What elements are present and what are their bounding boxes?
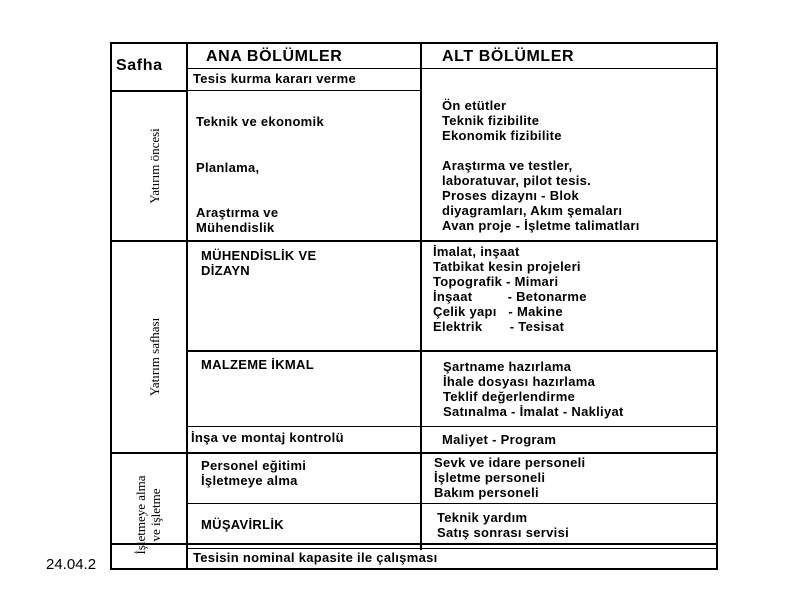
row-divider-musavirlik: [110, 543, 718, 545]
alt-malzeme-ikmal: Şartname hazırlama İhale dosyası hazırlama Teklif değerlendirme Satınalma - İmalat - Nakliyat: [443, 359, 624, 419]
alt-teknik-ekonomik: Ön etütler Teknik fizibilite Ekonomik fizibilite: [442, 98, 562, 143]
phase-isletmeye-alma: İşletmeye alma ve işletme: [133, 475, 163, 555]
ana-planlama: Planlama,: [196, 160, 260, 175]
alt-insa-montaj: Maliyet - Program: [442, 432, 557, 447]
row-divider-safha-header: [110, 90, 188, 92]
ana-arastirma-muhendislik: Araştırma ve Mühendislik: [196, 205, 279, 235]
row-divider-malzeme: [186, 426, 718, 427]
alt-muhendislik-dizayn: İmalat, inşaat Tatbikat kesin projeleri Topografik - Mimari İnşaat - Betonarme Çelik yapı - Makine Elektrik - Tesisat: [433, 244, 587, 334]
ana-musavirlik: MÜŞAVİRLİK: [201, 517, 284, 532]
ana-nominal-kapasite: Tesisin nominal kapasite ile çalışması: [193, 550, 438, 565]
row-divider-muhendislik: [186, 350, 718, 352]
row-divider-tesis-karar: [186, 90, 422, 91]
ana-insa-montaj: İnşa ve montaj kontrolü: [191, 430, 344, 445]
header-alt-bolumler: ALT BÖLÜMLER: [442, 48, 575, 65]
row-divider-yatirim-safhasi: [110, 452, 718, 454]
alt-personel-egitimi: Sevk ve idare personeli İşletme personeli Bakım personeli: [434, 455, 586, 500]
ana-tesis-kurma-karari: Tesis kurma kararı verme: [193, 71, 357, 86]
phase-yatirim-oncesi: Yatırım öncesi: [147, 128, 162, 204]
alt-planlama: Araştırma ve testler, laboratuvar, pilot tesis. Proses dizaynı - Blok diyagramları, Akım şemaları Avan proje - İşletme talimatları: [442, 158, 640, 233]
ana-personel-egitimi: Personel eğitimi İşletmeye alma: [201, 458, 307, 488]
row-divider-header: [186, 68, 718, 69]
row-divider-nominal: [186, 548, 718, 549]
col-divider-ana: [420, 42, 422, 550]
ana-malzeme-ikmal: MALZEME İKMAL: [201, 357, 314, 372]
header-ana-bolumler: ANA BÖLÜMLER: [206, 48, 343, 65]
alt-musavirlik: Teknik yardım Satış sonrası servisi: [437, 510, 570, 540]
row-divider-personel: [186, 503, 718, 504]
date-label: 24.04.2: [46, 556, 97, 573]
row-divider-yatirim-oncesi: [110, 240, 718, 242]
ana-muhendislik-dizayn: MÜHENDİSLİK VE DİZAYN: [201, 248, 317, 278]
phase-yatirim-safhasi: Yatırım safhası: [147, 317, 162, 397]
header-safha: Safha: [116, 57, 163, 74]
col-divider-safha: [186, 42, 188, 570]
ana-teknik-ekonomik: Teknik ve ekonomik: [196, 114, 324, 129]
